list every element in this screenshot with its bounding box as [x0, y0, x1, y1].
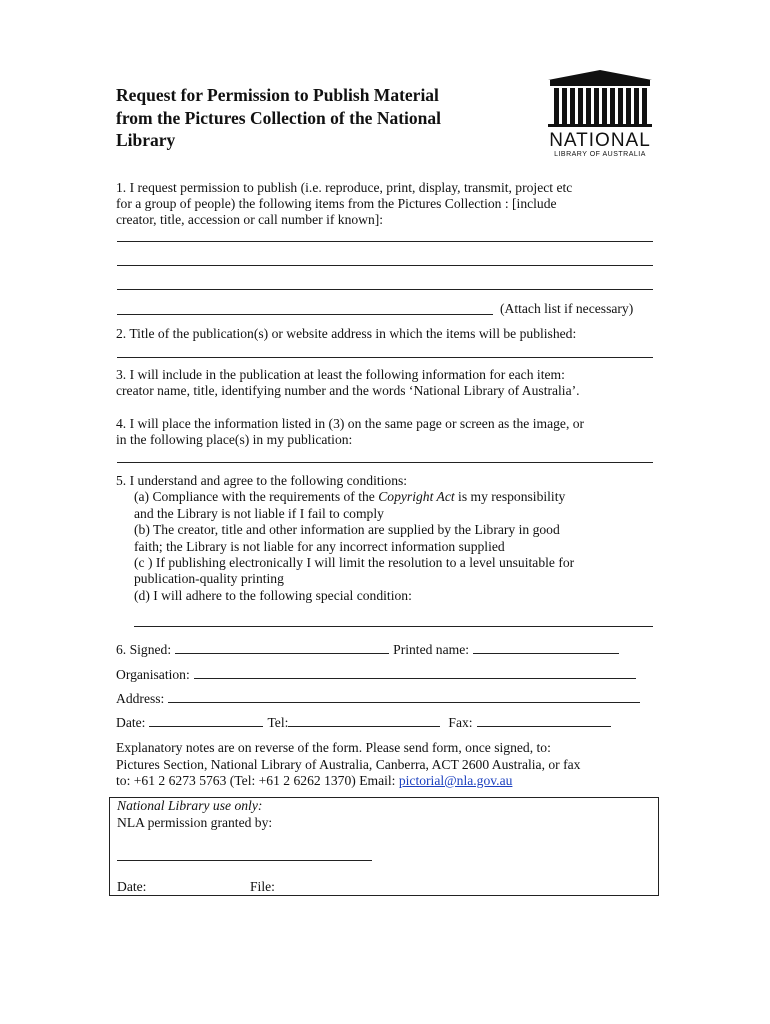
- organisation-label: Organisation:: [116, 667, 190, 682]
- section-4-line-1: 4. I will place the information listed in (3) on the same page or screen as the image, or: [116, 416, 585, 431]
- items-field-line-4[interactable]: [117, 314, 493, 315]
- date-label: Date:: [116, 715, 146, 730]
- form-title: [116, 84, 516, 152]
- notes-line-3: [116, 773, 512, 790]
- section-2-text: 2. Title of the publication(s) or website address in which the items will be published:: [116, 326, 577, 341]
- form-title-line-3: Library: [116, 130, 176, 150]
- section-3-line-1: 3. I will include in the publication at least the following information for each item:: [116, 367, 565, 382]
- items-field-line-2[interactable]: [117, 265, 653, 266]
- items-field-line-3[interactable]: [117, 289, 653, 290]
- notes-line-2: Pictures Section, National Library of Australia, Canberra, ACT 2600 Australia, or fax: [116, 757, 581, 772]
- condition-b-line-2: faith; the Library is not liable for any incorrect information supplied: [134, 539, 505, 554]
- tel-field[interactable]: [288, 714, 440, 727]
- section-1-line-1: 1. I request permission to publish (i.e. reproduce, print, display, transmit, project etc: [116, 180, 573, 195]
- condition-d-line-1: (d) I will adhere to the following special condition:: [134, 588, 412, 603]
- office-file-label: File:: [250, 879, 275, 894]
- library-use-heading: National Library use only:: [117, 798, 263, 813]
- contact-row: [116, 714, 615, 731]
- address-label: Address:: [116, 691, 165, 706]
- section-3-line-2: creator name, title, identifying number and the words ‘National Library of Australia’.: [116, 383, 580, 398]
- signed-label: 6. Signed:: [116, 642, 172, 657]
- office-date-label: Date:: [117, 879, 147, 894]
- notes-line-1: Explanatory notes are on reverse of the form. Please send form, once signed, to:: [116, 740, 551, 755]
- form-title-line-1: Request for Permission to Publish Material: [116, 85, 439, 105]
- logo-subtitle: LIBRARY OF AUSTRALIA: [554, 151, 646, 158]
- notes-contact-text: to: +61 2 6273 5763 (Tel: +61 2 6262 1370) Email:: [116, 773, 399, 788]
- organisation-field[interactable]: [194, 666, 636, 679]
- section-4-line-2: in the following place(s) in my publication:: [116, 432, 353, 447]
- items-field-line-1[interactable]: [117, 241, 653, 242]
- signature-field[interactable]: [175, 641, 389, 654]
- email-link[interactable]: pictorial@nla.gov.au: [398, 773, 513, 788]
- logo-wordmark: NATIONAL: [549, 130, 651, 151]
- condition-a-line-1: [134, 489, 565, 506]
- printed-name-field[interactable]: [473, 641, 619, 654]
- attach-note: (Attach list if necessary): [500, 301, 634, 316]
- organisation-row: [116, 666, 640, 683]
- date-field[interactable]: [149, 714, 263, 727]
- permission-granted-label: NLA permission granted by:: [117, 815, 273, 830]
- placement-field[interactable]: [117, 462, 653, 463]
- printed-name-label: Printed name:: [393, 642, 470, 657]
- nla-logo: [548, 70, 652, 162]
- condition-a-text-end: is my responsibility: [454, 489, 566, 504]
- section-1-line-2: for a group of people) the following items from the Pictures Collection : [include: [116, 196, 557, 211]
- condition-c-line-1: (c ) If publishing electronically I will limit the resolution to a level unsuitable for: [134, 555, 575, 570]
- fax-field[interactable]: [477, 714, 611, 727]
- form-title-line-2: from the Pictures Collection of the National: [116, 107, 441, 128]
- tel-label: Tel:: [267, 715, 289, 730]
- condition-b-line-1: (b) The creator, title and other information are supplied by the Library in good: [134, 522, 560, 537]
- permission-granted-field[interactable]: [117, 860, 372, 861]
- address-row: [116, 690, 644, 707]
- special-condition-field[interactable]: [134, 626, 653, 627]
- address-field[interactable]: [168, 690, 640, 703]
- publication-title-field[interactable]: [117, 357, 653, 358]
- condition-a-text-start: (a) Compliance with the requirements of the: [134, 489, 379, 504]
- section-1-line-3: creator, title, accession or call number if known]:: [116, 212, 384, 227]
- copyright-act-term: Copyright Act: [378, 489, 455, 504]
- section-5-intro: 5. I understand and agree to the following conditions:: [116, 473, 408, 488]
- fax-label: Fax:: [448, 715, 473, 730]
- condition-a-line-2: and the Library is not liable if I fail to comply: [134, 506, 384, 521]
- condition-c-line-2: publication-quality printing: [134, 571, 284, 586]
- signature-row: [116, 641, 623, 658]
